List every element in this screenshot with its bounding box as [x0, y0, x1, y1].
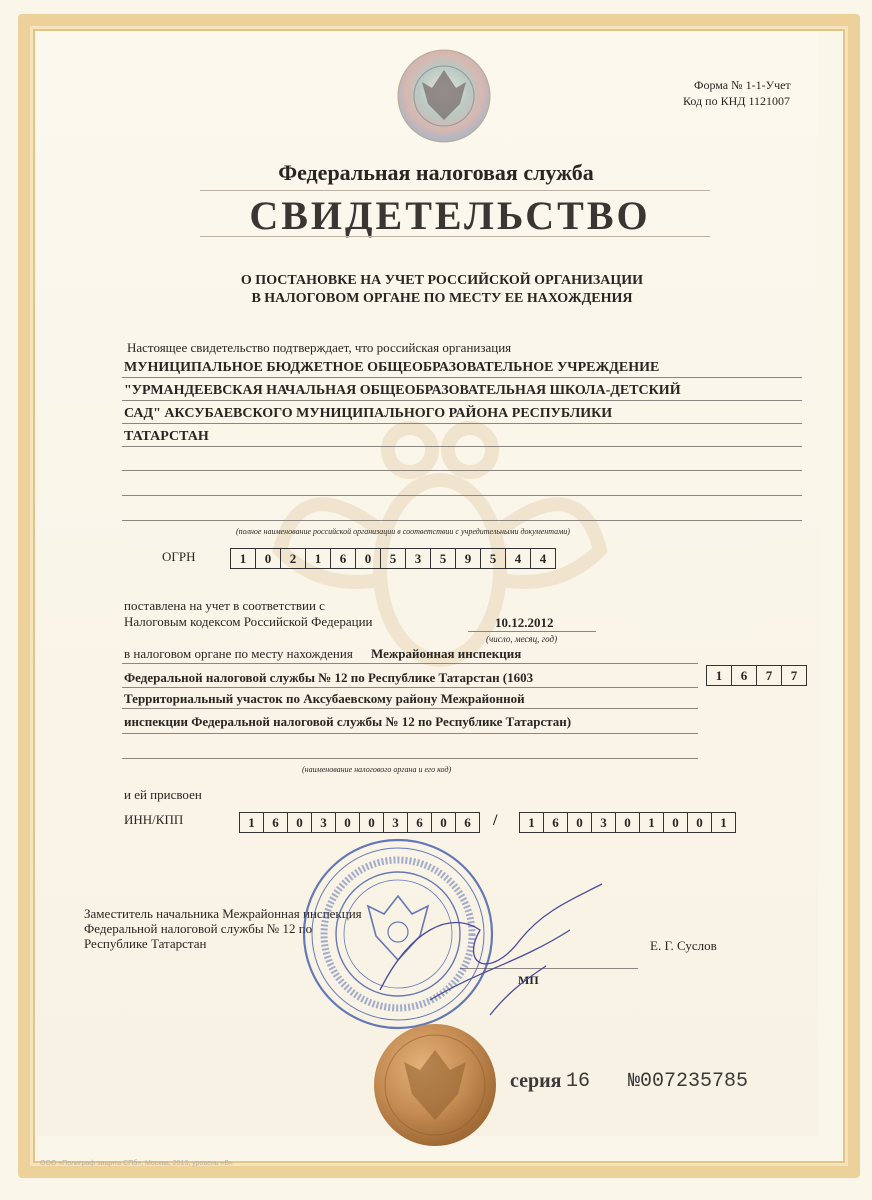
digit-cell: 0: [288, 813, 312, 832]
digit-cell: 6: [331, 549, 356, 568]
field-line: [122, 758, 698, 759]
title-rule: [200, 190, 710, 191]
kpp-boxes: [519, 812, 736, 833]
org-intro: Настоящее свидетельство подтверждает, что российская организация: [127, 340, 512, 355]
digit-cell: 1: [231, 549, 256, 568]
digit-cell: 0: [616, 813, 640, 832]
date-caption: (число, месяц, год): [486, 634, 558, 644]
digit-cell: 7: [757, 666, 782, 685]
hologram-emblem-icon: [396, 48, 492, 144]
mp-label: МП: [518, 973, 539, 987]
field-line: [122, 423, 802, 424]
digit-cell: 0: [360, 813, 384, 832]
digit-cell: 6: [408, 813, 432, 832]
registration-date: 10.12.2012: [495, 615, 554, 630]
digit-cell: 6: [464, 814, 471, 830]
field-line: [122, 495, 802, 496]
digit-cell: 5: [381, 549, 406, 568]
date-line: [468, 631, 596, 632]
org-name-line: САД" АКСУБАЕВСКОГО МУНИЦИПАЛЬНОГО РАЙОНА РЕСПУБЛИКИ: [124, 406, 613, 421]
authority-line: Межрайонная инспекция: [371, 646, 522, 661]
authority-caption: (наименование налогового органа и его код): [302, 765, 452, 774]
knd-code: Код по КНД 1121007: [683, 94, 790, 108]
digit-cell: 1: [720, 814, 727, 830]
field-line: [122, 446, 802, 447]
digit-cell: 0: [256, 549, 281, 568]
digit-cell: 0: [664, 813, 688, 832]
org-name-line: ТАТАРСТАН: [124, 429, 209, 444]
digit-cell: 0: [336, 813, 360, 832]
registration-line1: поставлена на учет в соответствии с: [124, 598, 325, 613]
org-caption: (полное наименование российской организации в соответствии с учредительными документами): [236, 527, 570, 536]
digit-cell: 1: [240, 813, 264, 832]
authority-line: Федеральной налоговой службы № 12 по Республике Татарстан (1603: [124, 670, 534, 685]
digit-cell: 0: [688, 813, 712, 832]
inn-boxes: [239, 812, 480, 833]
field-line: [122, 708, 698, 709]
assigned-label: и ей присвоен: [124, 787, 202, 802]
inn-kpp-label: ИНН/КПП: [124, 812, 184, 827]
authority-line: инспекции Федеральной налоговой службы № 12 по Республике Татарстан): [124, 714, 572, 729]
authority-code-boxes: [706, 665, 807, 686]
digit-cell: 2: [281, 549, 306, 568]
org-name-line: "УРМАНДЕЕВСКАЯ НАЧАЛЬНАЯ ОБЩЕОБРАЗОВАТЕЛЬНАЯ ШКОЛА-ДЕТСКИЙ: [124, 383, 681, 398]
field-line: [122, 520, 802, 521]
document-title: СВИДЕТЕЛЬСТВО: [249, 193, 651, 238]
signer-position-line: Заместитель начальника Межрайонная инспекция: [84, 906, 362, 921]
digit-cell: 1: [707, 666, 732, 685]
digit-cell: 3: [406, 549, 431, 568]
subtitle-line1: О ПОСТАНОВКЕ НА УЧЕТ РОССИЙСКОЙ ОРГАНИЗАЦИИ: [240, 273, 644, 288]
digit-cell: 0: [568, 813, 592, 832]
ogrn-label: ОГРН: [162, 549, 196, 564]
series-value: 16: [566, 1070, 591, 1093]
digit-cell: 6: [544, 813, 568, 832]
agency-name: Федеральная налоговая служба: [278, 160, 594, 185]
digit-cell: 3: [312, 813, 336, 832]
digit-cell: 1: [306, 549, 331, 568]
digit-cell: 6: [732, 666, 757, 685]
digit-cell: 7: [790, 667, 798, 683]
series-label: серия: [510, 1070, 562, 1092]
digit-cell: 5: [481, 549, 506, 568]
subtitle-line2: В НАЛОГОВОМ ОРГАНЕ ПО МЕСТУ ЕЕ НАХОЖДЕНИЯ: [251, 291, 633, 306]
authority-intro: в налоговом органе по месту нахождения: [124, 646, 353, 661]
ogrn-boxes: [230, 548, 556, 569]
org-name-line: МУНИЦИПАЛЬНОЕ БЮДЖЕТНОЕ ОБЩЕОБРАЗОВАТЕЛЬНОЕ УЧРЕЖДЕНИЕ: [124, 360, 660, 375]
digit-cell: 1: [520, 813, 544, 832]
certificate-number: №007235785: [628, 1070, 749, 1093]
title-rule-bottom: [200, 236, 710, 237]
digit-cell: 0: [432, 813, 456, 832]
digit-cell: 3: [384, 813, 408, 832]
registration-line2: Налоговым кодексом Российской Федерации: [124, 614, 373, 629]
field-line: [122, 400, 802, 401]
authority-line: Территориальный участок по Аксубаевскому району Межрайонной: [124, 691, 525, 706]
field-line: [122, 687, 698, 688]
handwritten-signature-icon: [370, 870, 610, 1020]
digit-cell: 5: [431, 549, 456, 568]
inn-kpp-separator: /: [493, 812, 498, 829]
field-line: [122, 663, 698, 664]
digit-cell: 0: [356, 549, 381, 568]
form-number: Форма № 1-1-Учет: [694, 78, 791, 92]
digit-cell: 4: [539, 550, 547, 566]
signer-position-line: Республике Татарстан: [84, 936, 207, 951]
printer-imprint: ООО «Полиграф-защита СПб», Москва, 2013, уровень «В»: [40, 1160, 233, 1167]
digit-cell: 6: [264, 813, 288, 832]
signer-position-line: Федеральной налоговой службы № 12 по: [84, 921, 313, 936]
digit-cell: 9: [456, 549, 481, 568]
digit-cell: 3: [592, 813, 616, 832]
field-line: [122, 470, 802, 471]
field-line: [122, 733, 698, 734]
field-line: [122, 377, 802, 378]
gold-seal-icon: [372, 1022, 498, 1148]
digit-cell: 4: [506, 549, 531, 568]
digit-cell: 1: [640, 813, 664, 832]
signer-name: Е. Г. Суслов: [650, 938, 717, 953]
